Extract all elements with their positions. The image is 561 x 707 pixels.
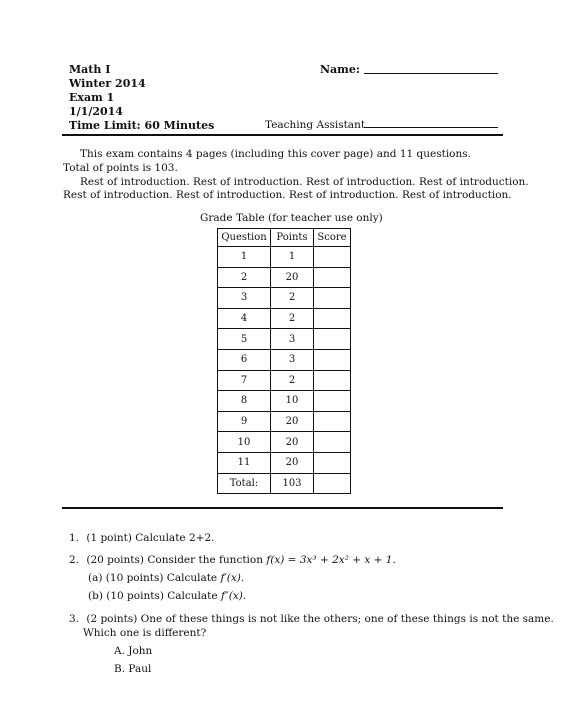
points-cell: 2	[271, 308, 314, 329]
teaching-assistant-label: Teaching Assistant	[265, 119, 366, 131]
score-cell[interactable]	[314, 267, 351, 288]
intro-line: Total of points is 103.	[63, 161, 178, 174]
name-blank-line	[364, 73, 498, 74]
header-divider	[62, 134, 503, 136]
question-cell: 8	[218, 391, 271, 412]
exam-header-info	[69, 63, 214, 133]
score-cell[interactable]	[314, 370, 351, 391]
score-cell[interactable]	[314, 247, 351, 268]
math-expression: f″(x).	[220, 590, 247, 602]
question-cell: 7	[218, 370, 271, 391]
grade-table-row	[218, 391, 351, 412]
question-text: (20 points) Consider the function	[86, 554, 263, 566]
time-limit: Time Limit: 60 Minutes	[69, 119, 215, 132]
score-cell[interactable]	[314, 391, 351, 412]
points-cell: 3	[271, 349, 314, 370]
score-cell[interactable]	[314, 452, 351, 473]
grade-table-row	[218, 370, 351, 391]
total-label: Total:	[218, 473, 271, 494]
grade-table-title: Grade Table (for teacher use only)	[200, 212, 383, 224]
term: Winter 2014	[69, 77, 146, 90]
name-label: Name:	[320, 63, 360, 76]
question-cell: 6	[218, 349, 271, 370]
grade-table-row	[218, 308, 351, 329]
grade-table	[217, 228, 351, 494]
subquestion-text: (a) (10 points) Calculate	[88, 572, 218, 584]
math-expression: f′(x).	[220, 572, 245, 584]
question-2	[69, 553, 396, 567]
option-b: B. Paul	[114, 663, 152, 675]
question-cell: 11	[218, 452, 271, 473]
intro-line: Rest of introduction. Rest of introduction. Rest of introduction. Rest of introduction.	[63, 189, 512, 202]
grade-table-row	[218, 432, 351, 453]
total-score-cell[interactable]	[314, 473, 351, 494]
teaching-assistant-blank-line	[364, 127, 498, 128]
question-cell: 1	[218, 247, 271, 268]
question-text: (2 points) One of these things is not like the others; one of these things is not the same.	[86, 613, 554, 625]
question-cell: 10	[218, 432, 271, 453]
grade-table-row	[218, 329, 351, 350]
points-cell: 2	[271, 370, 314, 391]
header-question: Question	[218, 229, 271, 247]
score-cell[interactable]	[314, 411, 351, 432]
score-cell[interactable]	[314, 432, 351, 453]
grade-table-row	[218, 411, 351, 432]
grade-table-total-row	[218, 473, 351, 494]
total-points: 103	[271, 473, 314, 494]
score-cell[interactable]	[314, 308, 351, 329]
question-number: 1.	[69, 532, 80, 544]
introduction	[63, 148, 529, 203]
question-3	[69, 612, 554, 626]
grade-table-header-row	[218, 229, 351, 247]
option-a: A. John	[114, 645, 153, 657]
header-score: Score	[314, 229, 351, 247]
points-cell: 1	[271, 247, 314, 268]
points-cell: 20	[271, 432, 314, 453]
question-cell: 3	[218, 288, 271, 309]
intro-line: Rest of introduction. Rest of introduction. Rest of introduction. Rest of introduction.	[80, 175, 529, 188]
question-cell: 4	[218, 308, 271, 329]
math-function: f(x) = 3x³ + 2x² + x + 1.	[266, 554, 396, 566]
table-divider	[62, 507, 503, 509]
grade-table-row	[218, 247, 351, 268]
course-title: Math I	[69, 63, 111, 76]
subquestion-text: (b) (10 points) Calculate	[88, 590, 218, 602]
score-cell[interactable]	[314, 288, 351, 309]
points-cell: 10	[271, 391, 314, 412]
exam-date: 1/1/2014	[69, 105, 123, 118]
question-2a	[88, 571, 244, 585]
points-cell: 3	[271, 329, 314, 350]
question-number: 2.	[69, 554, 80, 566]
grade-table-row	[218, 452, 351, 473]
question-cell: 9	[218, 411, 271, 432]
question-cell: 5	[218, 329, 271, 350]
question-cell: 2	[218, 267, 271, 288]
question-3-line2: Which one is different?	[83, 627, 207, 639]
points-cell: 20	[271, 452, 314, 473]
grade-table-row	[218, 288, 351, 309]
points-cell: 20	[271, 411, 314, 432]
header-points: Points	[271, 229, 314, 247]
exam-number: Exam 1	[69, 91, 115, 104]
question-2b	[88, 589, 246, 603]
question-number: 3.	[69, 613, 80, 625]
points-cell: 20	[271, 267, 314, 288]
intro-line: This exam contains 4 pages (including this cover page) and 11 questions.	[80, 148, 471, 160]
score-cell[interactable]	[314, 349, 351, 370]
points-cell: 2	[271, 288, 314, 309]
score-cell[interactable]	[314, 329, 351, 350]
grade-table-row	[218, 349, 351, 370]
question-1	[69, 531, 214, 545]
question-text: (1 point) Calculate 2+2.	[86, 532, 215, 544]
grade-table-row	[218, 267, 351, 288]
